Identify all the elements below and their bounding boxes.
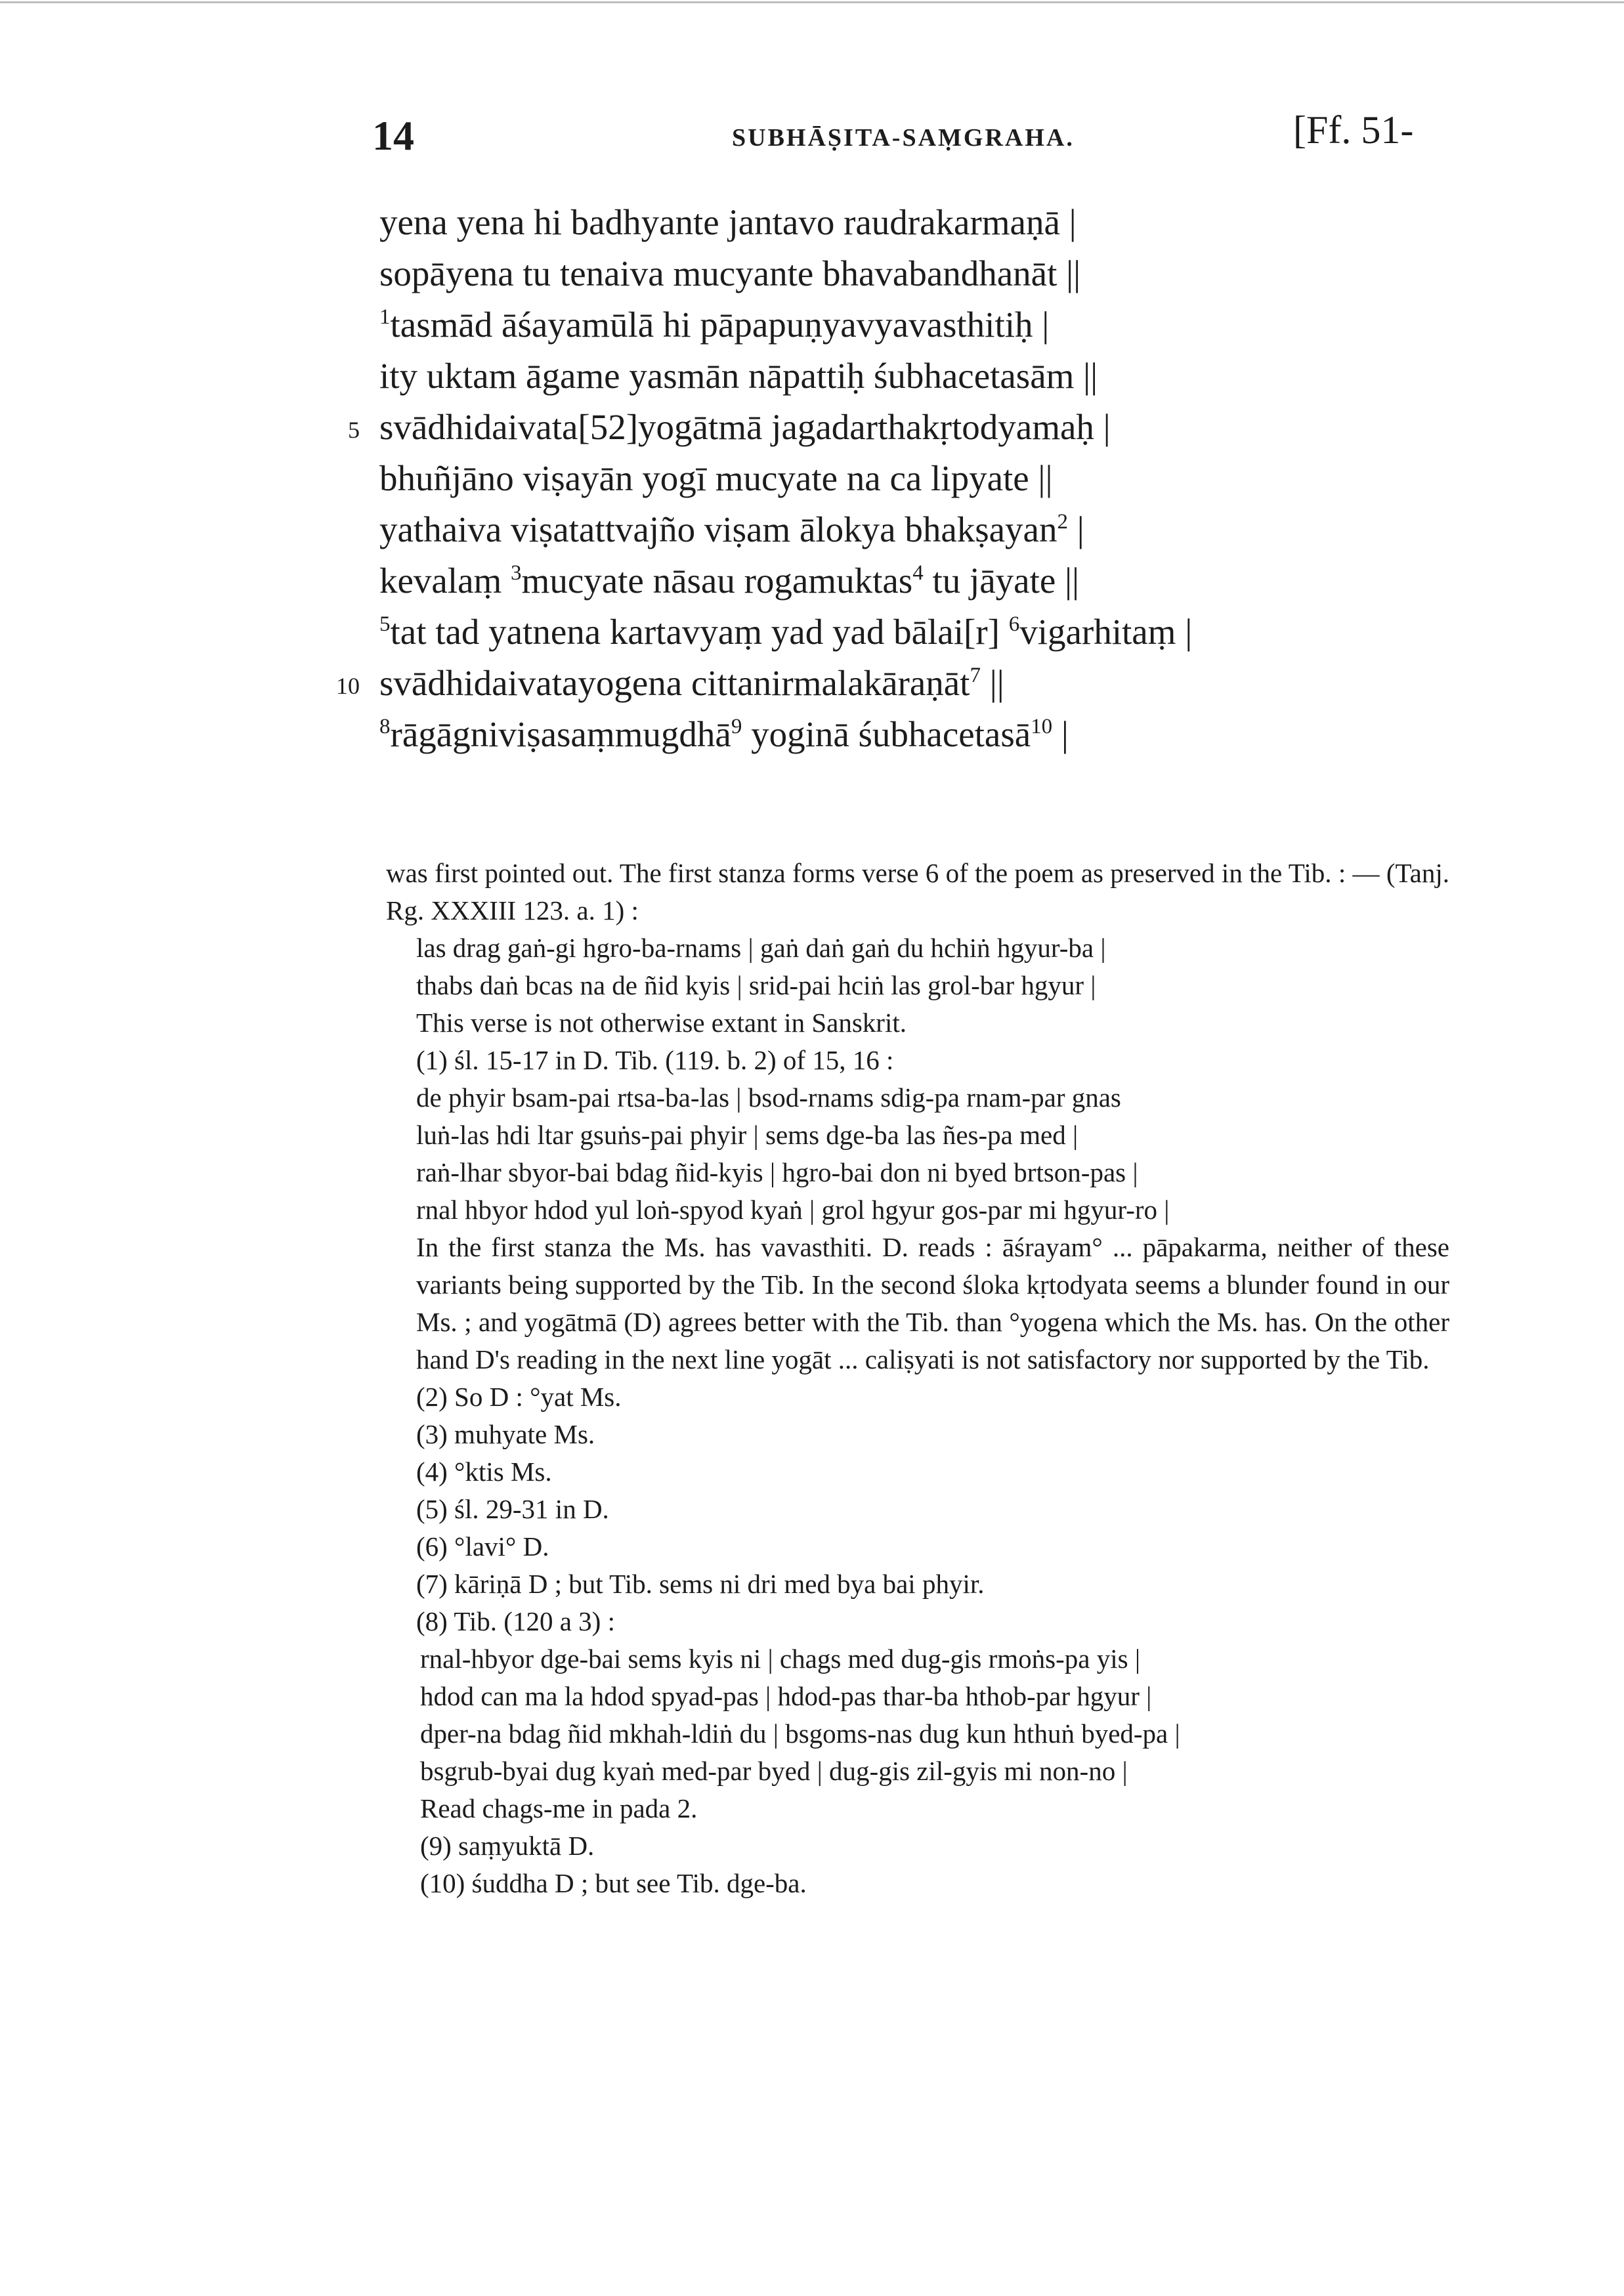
verse-text: yoginā śubhacetasā (742, 714, 1031, 754)
footnote-marker: 10 (1031, 715, 1053, 739)
verse-text: mucyate nāsau rogamuktas (521, 561, 913, 601)
footnote-marker: 9 (731, 715, 742, 739)
footnote-marker: 1 (379, 305, 391, 330)
verse-text: tat tad yatnena kartavyaṃ yad yad bālai[r] (390, 612, 1009, 652)
tibetan-verse-2 (386, 1079, 1449, 1229)
short-notes (386, 1378, 1449, 1640)
tail-notes (386, 1827, 1449, 1902)
verse-line (379, 351, 1495, 402)
page-header (0, 98, 1624, 177)
verse-text: vigarhitaṃ | (1019, 612, 1193, 652)
footnote-entry: (5) śl. 29-31 in D. (416, 1494, 609, 1524)
verse-line (379, 555, 1495, 606)
top-rule (0, 1, 1624, 3)
verse-text: yathaiva viṣatattvajño viṣam ālokya bhakṣayan (379, 509, 1058, 549)
verse-line (379, 453, 1495, 504)
verse-block (336, 197, 1495, 760)
verse-text: | (1067, 509, 1084, 549)
footnote-marker: 5 (379, 612, 391, 637)
tibetan-line: luṅ-las hdi ltar gsuṅs-pai phyir | sems dge-ba las ñes-pa med | (416, 1120, 1079, 1150)
verse-text: bhuñjāno viṣayān yogī mucyate na ca lipyate || (379, 458, 1053, 498)
verse-text: svādhidaivatayogena cittanirmalakāraṇāt (379, 663, 970, 703)
verse-line (379, 606, 1495, 658)
footnote-entry: (4) °ktis Ms. (416, 1456, 552, 1487)
tibetan-line: de phyir bsam-pai rtsa-ba-las | bsod-rnams sdig-pa rnam-par gnas (416, 1082, 1121, 1113)
footnotes (386, 855, 1449, 1902)
verse-text: tasmād āśayamūlā hi pāpapuṇyavyavasthitiḥ | (390, 305, 1050, 345)
folio-reference: [Ff. 51- (1293, 108, 1414, 152)
tibetan-verse-1 (386, 929, 1449, 1042)
line-number: 5 (348, 417, 360, 443)
verse-line (348, 402, 1495, 453)
verse-text: || (980, 663, 1004, 703)
verse-text: sopāyena tu tenaiva mucyante bhavabandhanāt || (379, 253, 1081, 293)
footnote-marker: 3 (511, 561, 522, 585)
verse-line (379, 197, 1495, 248)
verse-text: yena yena hi badhyante jantavo raudrakarmaṇā | (379, 202, 1077, 242)
verse-text: tu jāyate || (923, 561, 1080, 601)
verse-text: kevalaṃ (379, 561, 511, 601)
verse-text: rāgāgniviṣasaṃmugdhā (390, 714, 731, 754)
footnote-marker: 6 (1008, 612, 1020, 637)
verse-text: ity uktam āgame yasmān nāpattiḥ śubhacetasām || (379, 356, 1098, 396)
footnote-entry: (10) śuddha D ; but see Tib. dge-ba. (420, 1868, 807, 1898)
footnote-marker: 7 (970, 664, 981, 688)
footnote-marker: 8 (379, 715, 391, 739)
tibetan-line: Read chags-me in pada 2. (420, 1793, 698, 1823)
line-number: 10 (336, 673, 360, 699)
tibetan-verse-3 (386, 1640, 1449, 1827)
verse-line (379, 504, 1495, 555)
verse-line (379, 709, 1495, 760)
footnote-marker: 2 (1057, 510, 1068, 534)
tibetan-line: rnal hbyor hdod yul loṅ-spyod kyaṅ | grol hgyur gos-par mi hgyur-ro | (416, 1195, 1170, 1225)
tibetan-line: las drag gaṅ-gi hgro-ba-rnams | gaṅ daṅ gaṅ du hchiṅ hgyur-ba | (416, 933, 1106, 963)
tibetan-line: raṅ-lhar sbyor-bai bdag ñid-kyis | hgro-bai don ni byed brtson-pas | (416, 1157, 1138, 1187)
note-1-comment: In the first stanza the Ms. has vavasthiti. D. reads : āśrayam° ... pāpakarma, neither of these variants being supported by the Tib. In the second śloka kṛtodyata seems a blunder found in our Ms. ; and yogātmā (D) agrees better with the Tib. than °yogena which the Ms. has. On the other hand D's reading in the next line yogāt ... caliṣyati is not satisfactory nor supported by the Tib. (416, 1232, 1449, 1374)
tibetan-line: bsgrub-byai dug kyaṅ med-par byed | dug-gis zil-gyis mi non-no | (420, 1756, 1128, 1786)
footnote-entry: (2) So D : °yat Ms. (416, 1382, 622, 1412)
tibetan-line: dper-na bdag ñid mkhah-ldiṅ du | bsgoms-nas dug kun hthuṅ byed-pa | (420, 1718, 1180, 1749)
verse-line (379, 248, 1495, 299)
verse-text: svādhidaivata[52]yogātmā jagadarthakṛtodyamaḥ | (379, 407, 1111, 447)
footnote-entry: (9) saṃyuktā D. (420, 1831, 595, 1861)
verse-line (379, 299, 1495, 351)
tibetan-line: hdod can ma la hdod spyad-pas | hdod-pas thar-ba hthob-par hgyur | (420, 1681, 1152, 1711)
tibetan-line: thabs daṅ bcas na de ñid kyis | srid-pai hciṅ las grol-bar hgyur | (416, 970, 1096, 1000)
note-1-label: (1) śl. 15-17 in D. Tib. (119. b. 2) of 15, 16 : (416, 1045, 894, 1075)
footnote-entry: (6) °lavi° D. (416, 1531, 549, 1562)
footnote-entry: (8) Tib. (120 a 3) : (416, 1606, 615, 1636)
verse-line (336, 658, 1495, 709)
tibetan-line: rnal-hbyor dge-bai sems kyis ni | chags med dug-gis rmoṅs-pa yis | (420, 1644, 1141, 1674)
footnote-entry: (3) muhyate Ms. (416, 1419, 595, 1449)
verse-text: | (1052, 714, 1069, 754)
footnote-entry: (7) kāriṇā D ; but Tib. sems ni dri med bya bai phyir. (416, 1569, 985, 1599)
tibetan-line: This verse is not otherwise extant in Sanskrit. (416, 1008, 907, 1038)
note-intro: was first pointed out. The first stanza forms verse 6 of the poem as preserved in the Tib. : — (Tanj. Rg. XXXIII 123. a. 1) : (386, 858, 1449, 925)
running-title: SUBHĀṢITA-SAṂGRAHA. (732, 124, 1075, 152)
footnote-marker: 4 (912, 561, 924, 585)
page-number: 14 (372, 112, 414, 159)
